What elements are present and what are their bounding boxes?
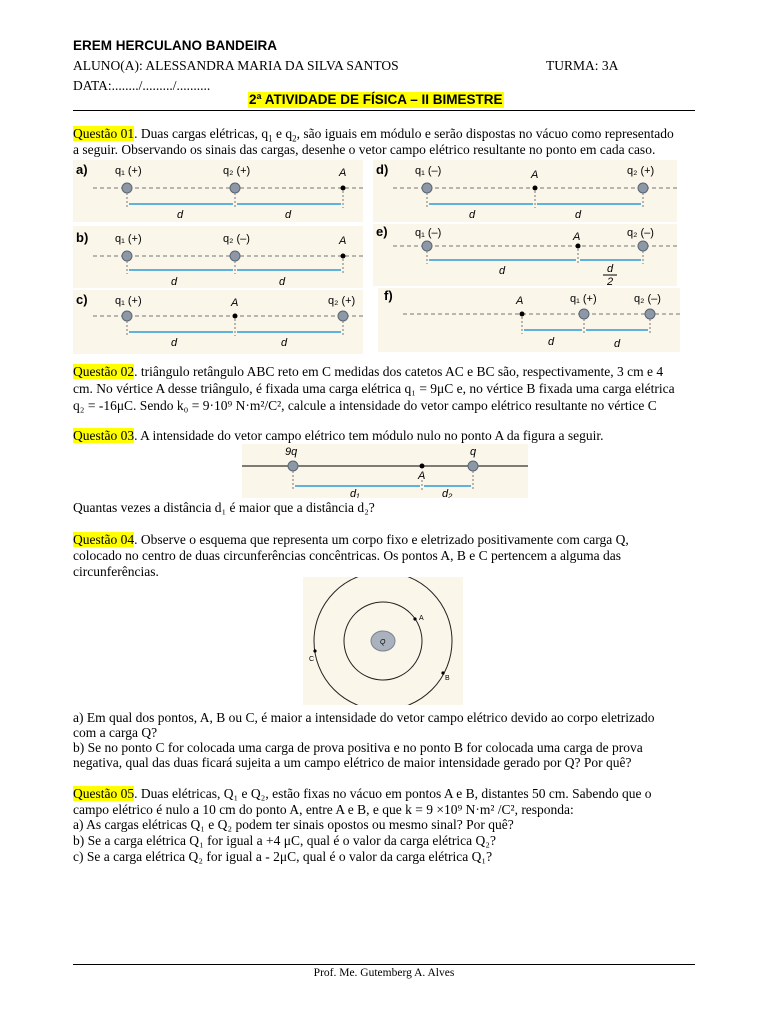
diagram-d-label-2: A xyxy=(531,169,539,181)
header-divider xyxy=(73,110,695,111)
diagram-e-label-2: A xyxy=(573,231,581,243)
q3-d1: d₁ xyxy=(350,488,360,498)
q3-point-a: A xyxy=(418,470,426,482)
diagram-a-label-1: q₁ (+) xyxy=(115,165,142,177)
diagram-b-label-2: q₂ (–) xyxy=(223,233,250,245)
diagram-a-label-2: q₂ (+) xyxy=(223,165,251,177)
diagram-b-label-1: q₁ (+) xyxy=(115,233,142,245)
q1-label: Questão 01 xyxy=(73,126,135,141)
diagram-b-tag: b) xyxy=(76,230,89,245)
q4-line-3: circunferências. xyxy=(73,564,159,579)
q5-item-c: c) Se a carga elétrica Q₂ for igual a - 2μC, qual é o valor da carga elétrica Q₁? xyxy=(73,849,493,864)
svg-text:d: d xyxy=(279,276,286,288)
q5-item-a: a) As cargas elétricas Q₁ e Q₂ podem ter sinais opostos ou mesmo sinal? Por quê? xyxy=(73,817,514,832)
q4-a-line-2: com a carga Q? xyxy=(73,725,158,740)
class-label: TURMA: 3A xyxy=(546,58,619,73)
q4-label: Questão 04 xyxy=(73,532,135,547)
date-field: DATA:......../........./.......... xyxy=(73,78,211,93)
diagram-d xyxy=(373,160,677,222)
q4-point-c xyxy=(313,649,316,652)
svg-text:d: d xyxy=(171,276,178,288)
svg-text:d: d xyxy=(171,337,178,349)
q4-a-line-1: a) Em qual dos pontos, A, B ou C, é maior a intensidade do vetor campo elétrico devido ao corpo eletrizado xyxy=(73,710,655,725)
svg-text:d: d xyxy=(177,209,184,221)
diagram-b xyxy=(73,226,363,288)
diagram-e-tag: e) xyxy=(376,224,388,239)
diagram-c-label-2: A xyxy=(231,297,239,309)
diagram-f-label-2: q₁ (+) xyxy=(570,293,597,305)
svg-text:d: d xyxy=(469,209,476,221)
svg-text:d: d xyxy=(614,338,621,350)
q5-line-1: Questão 05. Duas elétricas, Q₁ e Q₂, estão fixas no vácuo em pontos A e B, distantes 50 cm. Sabendo que o xyxy=(73,786,652,801)
diagram-b-label-3: A xyxy=(339,235,347,247)
q1-line-2: a seguir. Observando os sinais das cargas, desenhe o vetor campo elétrico resultante no ponto em cada caso. xyxy=(73,142,656,157)
q4-line-2: colocado no centro de duas circunferências concêntricas. Os pontos A, B e C pertencem a alguma das xyxy=(73,548,622,563)
q4-b-line-1: b) Se no ponto C for colocada uma carga de prova positiva e no ponto B for colocada uma carga de prova xyxy=(73,740,643,755)
q3-charge-9q: 9q xyxy=(285,446,298,458)
q3-label: Questão 03 xyxy=(73,428,135,443)
q5-label: Questão 05 xyxy=(73,786,135,801)
diagram-e xyxy=(373,224,677,286)
diagram-d-label-3: q₂ (+) xyxy=(627,165,655,177)
svg-text:d: d xyxy=(499,265,506,277)
diagram-e-label-1: q₁ (–) xyxy=(415,227,442,239)
q3-question: Quantas vezes a distância d₁ é maior que a distância d₂? xyxy=(73,500,375,515)
svg-text:A: A xyxy=(419,615,424,622)
svg-text:d: d xyxy=(285,209,292,221)
diagram-e-label-3: q₂ (–) xyxy=(627,227,654,239)
diagram-d-tag: d) xyxy=(376,162,389,177)
svg-text:2: 2 xyxy=(607,276,614,286)
q3-charge-q: q xyxy=(470,446,477,458)
diagram-f xyxy=(378,288,680,352)
diagram-a xyxy=(73,160,363,222)
diagram-f-label-1: A xyxy=(516,295,524,307)
q2-line-2: cm. No vértice A desse triângulo, é fixada uma carga elétrica q₁ = 9μC e, no vértice B fixada uma carga elétrica xyxy=(73,381,675,396)
diagram-c-label-3: q₂ (+) xyxy=(328,295,356,307)
diagram-d-label-1: q₁ (–) xyxy=(415,165,442,177)
diagram-f-tag: f) xyxy=(384,288,393,303)
q2-label: Questão 02 xyxy=(73,364,135,379)
q2-line-3: q₂ = -16μC. Sendo k₀ = 9·10⁹ N·m²/C², calcule a intensidade do vetor campo elétrico resultante no vértice C xyxy=(73,398,657,413)
q5-item-b: b) Se a carga elétrica Q₁ for igual a +4 μC, qual é o valor da carga elétrica Q₂? xyxy=(73,833,496,848)
q4-figure xyxy=(303,577,463,705)
q5-line-2: campo elétrico é nulo a 10 cm do ponto A, entre A e B, e que k = 9 ×10⁹ N·m² /C², responda: xyxy=(73,802,574,817)
diagram-f-label-3: q₂ (–) xyxy=(634,293,661,305)
q4-b-line-2: negativa, qual das duas ficará sujeita a um campo elétrico de maior intensidade gerado por Q? Por quê? xyxy=(73,755,632,770)
svg-text:d: d xyxy=(281,337,288,349)
diagram-c-tag: c) xyxy=(76,292,88,307)
student-name: ALUNO(A): ALESSANDRA MARIA DA SILVA SANTOS xyxy=(73,58,399,73)
svg-text:d: d xyxy=(575,209,582,221)
svg-text:d: d xyxy=(607,263,614,275)
diagram-c-label-1: q₁ (+) xyxy=(115,295,142,307)
diagram-a-label-3: A xyxy=(339,167,347,179)
q4-line-1: Questão 04. Observe o esquema que representa um corpo fixo e eletrizado positivamente com carga Q, xyxy=(73,532,629,547)
q2-line-1: Questão 02. triângulo retângulo ABC reto em C medidas dos catetos AC e BC são, respectivamente, 3 cm e 4 xyxy=(73,364,664,379)
q3-line-1: Questão 03. A intensidade do vetor campo elétrico tem módulo nulo no ponto A da figura a seguir. xyxy=(73,428,604,443)
footer-teacher: Prof. Me. Gutemberg A. Alves xyxy=(313,967,455,979)
footer-divider xyxy=(73,964,695,965)
q1-line-1: Questão 01. Duas cargas elétricas, $q_1$ e $q_2$, são iguais em módulo e serão dispostas no vácuo como representado xyxy=(73,126,674,144)
svg-text:C: C xyxy=(309,656,315,663)
activity-title: 2ª ATIVIDADE DE FÍSICA – II BIMESTRE xyxy=(249,92,503,107)
q4-charge-q: Q xyxy=(380,639,386,646)
svg-text:B: B xyxy=(445,675,450,682)
school-name: EREM HERCULANO BANDEIRA xyxy=(73,38,278,53)
diagram-a-tag: a) xyxy=(76,162,88,177)
diagram-c xyxy=(73,290,363,354)
q3-figure xyxy=(242,444,528,498)
q3-d2: d₂ xyxy=(442,488,453,498)
svg-text:d: d xyxy=(548,336,555,348)
q4-point-a xyxy=(413,617,416,620)
